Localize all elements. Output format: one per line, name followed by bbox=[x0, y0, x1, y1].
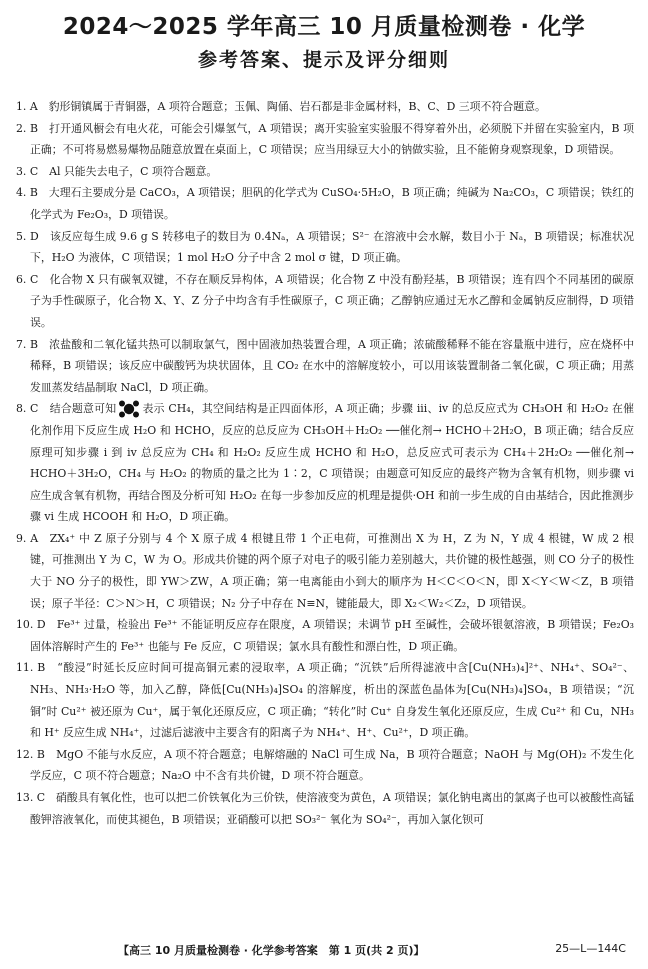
answer-item-10 bbox=[16, 614, 634, 657]
answer-number: 5. D bbox=[16, 229, 39, 243]
page-footer bbox=[0, 940, 648, 960]
document-title: 2024～2025 学年高三 10 月质量检测卷 · 化学 bbox=[62, 14, 586, 40]
answer-explanation: 浓盐酸和二氧化锰共热可以制取氯气，图中固液加热装置合理，A 项正确；浓硫酸稀释不能在容量瓶中进行，应在烧杯中稀释，B 项错误；该反应中碳酸钙为块状固体，且 CO₂ 在水中的溶解度较小，可以用该装置制备二氧化碳，C 项正确；用蒸发皿蒸发结晶制取 NaCl，D 项正确。 bbox=[30, 337, 634, 394]
document-subtitle: 参考答案、提示及评分细则 bbox=[197, 49, 450, 71]
answer-number: 2. B bbox=[16, 121, 38, 135]
answer-number: 12. B bbox=[16, 747, 45, 761]
answer-explanation: 表示 CH₄，其空间结构是正四面体形，A 项正确；步骤 iii、iv 的总反应式为 CH₃OH 和 H₂O₂ 在催化剂作用下反应生成 H₂O 和 HCHO，反应的总反应为 CH₃OH＋H₂O₂ ──催化剂→ HCHO＋2H₂O，B 项正确；结合反应原理可知步骤 i 到 iv 总反应为 CH₄ 和 H₂O₂ 反应生成 HCHO 和 H₂O，总反应式可表示为 CH₄＋2H₂O₂ ──催化剂→ HCHO＋3H₂O，CH₄ 与 H₂O₂ 的物质的量之比为 1∶2，C 项错误；由题意可知反应的最终产物为含氧有机物，则步骤 vi 应生成含氧有机物，再结合图及分析可知 H₂O₂ 在每一步参加反应的机理是提供·OH 和前一步生成的自由基结合，因此推测步骤 vi 生成 HCOOH 和 H₂O，D 项正确。 bbox=[30, 402, 635, 524]
answer-number: 4. B bbox=[16, 186, 38, 200]
answer-explanation: 该反应每生成 9.6 g S 转移电子的数目为 0.4Nₐ，A 项错误；S²⁻ 在溶液中会水解，数目小于 Nₐ，B 项错误；标准状况下，H₂O 为液体，C 项错误；1 mol H₂O 分子中含 2 mol σ 键，D 项正确。 bbox=[30, 229, 634, 265]
answer-number: 8. C bbox=[16, 402, 39, 416]
footer-page-info: 【高三 10 月质量检测卷 · 化学参考答案 第 1 页(共 2 页)】 bbox=[118, 944, 425, 957]
answer-item-3 bbox=[16, 161, 634, 183]
answer-item-1 bbox=[16, 96, 634, 118]
answer-item-6 bbox=[16, 269, 634, 334]
answer-explanation: 打开通风橱会有电火花，可能会引爆氢气，A 项错误；离开实验室实验服不得穿着外出，必须脱下并留在实验室内，B 项正确；不可将易燃易爆物品随意放置在桌面上，C 项错误；应当用绿豆大小的钠做实验，且不能俯身观察现象，D 项错误。 bbox=[30, 121, 634, 157]
answer-item-2 bbox=[16, 118, 634, 161]
answer-explanation: 大理石主要成分是 CaCO₃，A 项错误；胆矾的化学式为 CuSO₄·5H₂O，B 项正确；纯碱为 Na₂CO₃，C 项错误；铁红的化学式为 Fe₂O₃，D 项错误。 bbox=[30, 186, 634, 221]
answer-explanation: 硝酸具有氧化性，也可以把二价铁氧化为三价铁，使溶液变为黄色，A 项错误；氯化钠电离出的氯离子也可以被酸性高锰酸钾溶液氧化，而使其褪色，B 项错误；亚硝酸可以把 SO₃²⁻ 氧化为 SO₄²⁻，再加入氯化钡可 bbox=[30, 791, 634, 826]
methane-molecule-icon bbox=[118, 400, 140, 418]
answer-explanation: 化合物 X 只有碳氧双键，不存在顺反异构体，A 项错误；化合物 Z 中没有酚羟基，B 项错误；连有四个不同基团的碳原子为手性碳原子，化合物 X、Y、Z 分子中均含有手性碳原子，C 项正确；乙醇钠应通过无水乙醇和金属钠反应制得，D 项错误。 bbox=[30, 272, 634, 329]
answer-explanation: “酸浸”时延长反应时间可提高铜元素的浸取率，A 项正确；“沉铁”后所得滤液中含[Cu(NH₃)₄]²⁺、NH₄⁺、SO₄²⁻、NH₃、NH₃·H₂O 等，加入乙醇，降低[Cu(NH₃)₄]SO₄ 的溶解度，析出的深蓝色晶体为[Cu(NH₃)₄]SO₄，B 项错误；“沉铜”时 Cu²⁺ 被还原为 Cu⁺，属于氧化还原反应，C 项正确；“转化”时 Cu⁺ 自身发生氧化还原反应，生成 Cu²⁺ 和 Cu，NH₃ 和 H⁺ 反应生成 NH₄⁺，过滤后滤液中主要含有的阳离子为 NH₄⁺、H⁺、Cu²⁺，D 项正确。 bbox=[30, 661, 634, 740]
answer-number: 6. C bbox=[16, 272, 39, 286]
footer-doc-code: 25—L—144C bbox=[555, 942, 626, 955]
answer-number: 13. C bbox=[16, 791, 46, 804]
answers-list bbox=[16, 96, 634, 830]
answer-explanation-lead: 结合题意可知 bbox=[49, 402, 117, 416]
answer-item-9 bbox=[16, 528, 634, 614]
answer-item-12 bbox=[16, 744, 634, 787]
answer-item-8 bbox=[16, 398, 634, 528]
answer-number: 7. B bbox=[16, 337, 38, 351]
answer-item-11 bbox=[16, 657, 634, 743]
answer-number: 11. B bbox=[16, 661, 46, 675]
answer-explanation: Al 只能失去电子，C 项符合题意。 bbox=[49, 164, 218, 178]
answer-item-5 bbox=[16, 226, 634, 269]
answer-number: 3. C bbox=[16, 164, 39, 178]
answer-number: 1. A bbox=[16, 100, 38, 113]
answer-explanation: ZX₄⁺ 中 Z 原子分别与 4 个 X 原子成 4 根键且带 1 个正电荷，可推测出 X 为 H，Z 为 N，Y 成 4 根键，W 成 2 根键，可推测出 Y 为 C，W 为 O。形成共价键的两个原子对电子的吸引能力差别越大，共价键的极性越强，则 CO 分子的极性大于 NO 分子的极性，即 YW＞ZW，A 项正确；第一电离能由小到大的顺序为 H＜C＜O＜N，即 X＜Y＜W＜Z，B 项错误；原子半径：C＞N＞H，C 项错误；N₂ 分子中存在 N≡N，键能最大，即 X₂＜W₂＜Z₂，D 项错误。 bbox=[30, 531, 635, 610]
answer-number: 9. A bbox=[16, 531, 39, 545]
answer-explanation: Fe³⁺ 过量，检验出 Fe³⁺ 不能证明反应存在限度，A 项错误；未调节 pH 至碱性，会破坏银氨溶液，B 项错误；Fe₂O₃ 固体溶解时产生的 Fe³⁺ 也能与 Fe 反应，C 项错误；氯水具有酸性和漂白性，D 项正确。 bbox=[30, 618, 634, 653]
answer-item-4 bbox=[16, 182, 634, 225]
answer-item-13 bbox=[16, 787, 634, 830]
answer-number: 10. D bbox=[16, 618, 46, 632]
answer-explanation: MgO 不能与水反应，A 项不符合题意；电解熔融的 NaCl 可生成 Na，B 项符合题意；NaOH 与 Mg(OH)₂ 不发生化学反应，C 项不符合题意；Na₂O 中不含有共价键，D 项不符合题意。 bbox=[30, 747, 634, 783]
answer-item-7 bbox=[16, 334, 634, 399]
answer-explanation: 豹形铜镇属于青铜器，A 项符合题意；玉佩、陶俑、岩石都是非金属材料，B、C、D 三项不符合题意。 bbox=[48, 100, 546, 113]
